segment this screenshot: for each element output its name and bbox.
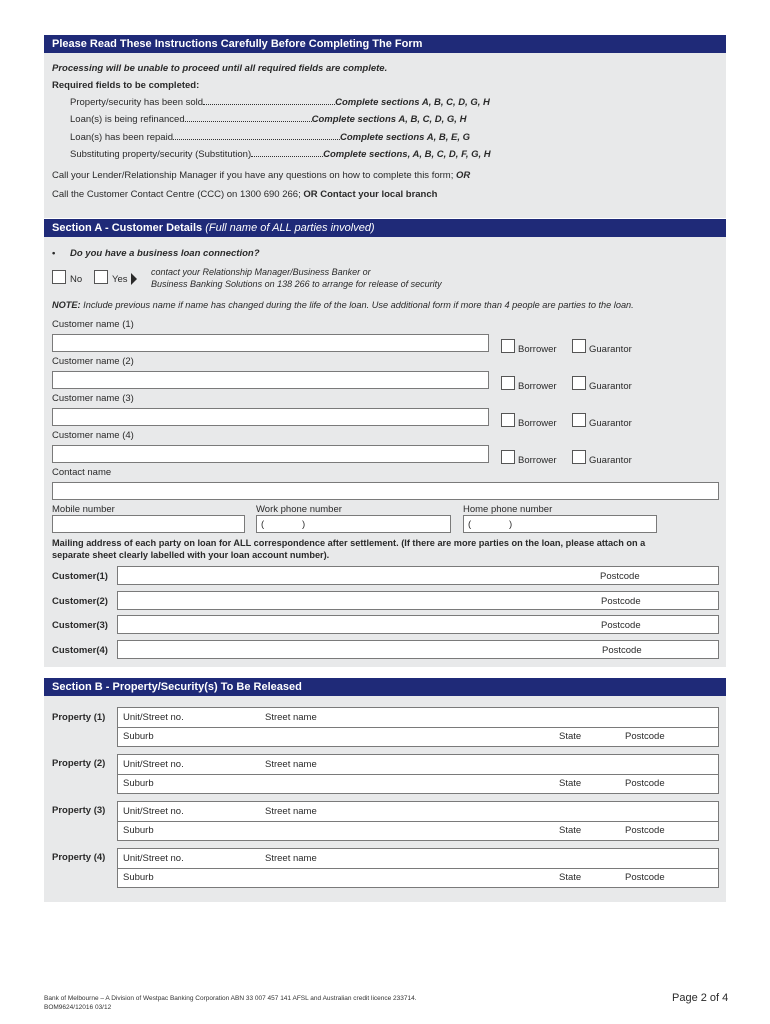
property-address-input[interactable]: [117, 848, 719, 888]
address-input[interactable]: [117, 615, 719, 634]
property-address-input[interactable]: [117, 801, 719, 841]
call-lender-line: Call your Lender/Relationship Manager if you have any questions on how to complete this form;: [52, 170, 454, 181]
call-ccc-line: Call the Customer Contact Centre (CCC) on 1300 690 266;: [52, 189, 301, 200]
postcode-label: Postcode: [625, 731, 665, 742]
mobile-input[interactable]: [52, 515, 245, 533]
customer-name-label: Customer name (4): [52, 430, 134, 441]
guarantor-checkbox[interactable]: [572, 339, 586, 353]
instruction-item: [70, 149, 491, 160]
paren-close: ): [509, 519, 513, 530]
section-a-title: Section A - Customer Details: [52, 222, 203, 234]
call-lender-or: OR: [455, 170, 471, 181]
instruction-item-label: Property/security has been sold: [70, 97, 204, 108]
paren-open: (: [468, 519, 472, 530]
customer-name-input[interactable]: [52, 334, 489, 352]
guarantor-label: Guarantor: [589, 455, 632, 466]
instruction-item-action: Complete sections A, B, C, D, G, H: [311, 114, 467, 125]
customer-name-label: Customer name (2): [52, 356, 134, 367]
street-label: Street name: [265, 853, 317, 864]
borrower-checkbox[interactable]: [501, 413, 515, 427]
postcode-label: Postcode: [601, 620, 641, 631]
address-customer-label: Customer(2): [52, 596, 108, 607]
footer-form-code: BOM9624/12016 03/12: [44, 1004, 112, 1011]
instruction-item: [70, 97, 490, 108]
postcode-label: Postcode: [601, 596, 641, 607]
note-label: NOTE:: [52, 300, 81, 310]
yes-checkbox[interactable]: [94, 270, 108, 284]
postcode-label: Postcode: [600, 571, 640, 582]
property-label: Property (4): [52, 852, 106, 863]
home-phone-input[interactable]: [463, 515, 657, 533]
instruction-item-action: Complete sections, A, B, C, D, F, G, H: [323, 149, 491, 160]
instruction-item-action: Complete sections A, B, C, D, G, H: [335, 97, 490, 108]
state-label: State: [559, 825, 582, 836]
postcode-label: Postcode: [602, 645, 642, 656]
paren-close: ): [302, 519, 306, 530]
mailing-text-2: separate sheet clearly labelled with your loan account number).: [52, 550, 330, 560]
required-fields-label: Required fields to be completed:: [52, 80, 200, 91]
suburb-label: Suburb: [123, 872, 154, 883]
call-lender-text: [52, 170, 470, 181]
property-address-input[interactable]: [117, 707, 719, 747]
page-number: Page 2 of 4: [672, 992, 729, 1004]
contact-name-label: Contact name: [52, 467, 112, 478]
no-label: No: [70, 274, 83, 285]
instruction-item-label: Substituting property/security (Substitution): [70, 149, 252, 160]
property-label: Property (3): [52, 805, 106, 816]
instruction-item-label: Loan(s) has been repaid: [70, 132, 173, 143]
guarantor-checkbox[interactable]: [572, 413, 586, 427]
postcode-label: Postcode: [625, 825, 665, 836]
instructions-header: [44, 35, 726, 53]
address-customer-label: Customer(4): [52, 645, 108, 656]
instruction-item-action: Complete sections A, B, E, G: [340, 132, 471, 143]
business-loan-question: Do you have a business loan connection?: [70, 248, 260, 259]
call-ccc-text: [52, 189, 437, 200]
state-label: State: [559, 778, 582, 789]
suburb-label: Suburb: [123, 825, 154, 836]
state-label: State: [559, 731, 582, 742]
section-a-title-italic: (Full name of ALL parties involved): [205, 222, 375, 234]
section-a-header: [44, 219, 726, 237]
work-phone-input[interactable]: [256, 515, 451, 533]
guarantor-label: Guarantor: [589, 381, 632, 392]
section-b-title: Section B - Property/Security(s) To Be Released: [52, 681, 302, 693]
address-customer-label: Customer(1): [52, 571, 108, 582]
processing-note: Processing will be unable to proceed until all required fields are complete.: [52, 63, 388, 74]
street-label: Street name: [265, 712, 317, 723]
arrow-right-icon: [131, 273, 137, 285]
customer-name-input[interactable]: [52, 408, 489, 426]
unit-label: Unit/Street no.: [123, 853, 184, 864]
customer-name-label: Customer name (3): [52, 393, 134, 404]
contact-line-1: contact your Relationship Manager/Business Banker or: [151, 267, 371, 277]
address-input[interactable]: [117, 566, 719, 585]
borrower-label: Borrower: [518, 455, 557, 466]
postcode-label: Postcode: [625, 778, 665, 789]
unit-label: Unit/Street no.: [123, 759, 184, 770]
borrower-checkbox[interactable]: [501, 339, 515, 353]
property-label: Property (1): [52, 712, 106, 723]
address-input[interactable]: [117, 640, 719, 659]
call-ccc-or: OR Contact your local branch: [303, 189, 438, 200]
guarantor-label: Guarantor: [589, 418, 632, 429]
borrower-checkbox[interactable]: [501, 376, 515, 390]
paren-open: (: [261, 519, 265, 530]
section-b-header: [44, 678, 726, 696]
guarantor-checkbox[interactable]: [572, 376, 586, 390]
state-label: State: [559, 872, 582, 883]
borrower-label: Borrower: [518, 418, 557, 429]
instruction-item-label: Loan(s) is being refinanced: [70, 114, 185, 125]
guarantor-checkbox[interactable]: [572, 450, 586, 464]
mailing-text: Mailing address of each party on loan for ALL correspondence after settlement. (If there are more parties on the loan, please attach on a: [52, 538, 646, 548]
customer-name-label: Customer name (1): [52, 319, 134, 330]
no-checkbox[interactable]: [52, 270, 66, 284]
instruction-item: [70, 132, 470, 143]
bullet: •: [52, 248, 56, 259]
footer-legal: Bank of Melbourne – A Division of Westpac Banking Corporation ABN 33 007 457 141 AFSL and Australian credit licence 233714.: [44, 995, 417, 1002]
work-phone-label: Work phone number: [256, 504, 342, 515]
address-customer-label: Customer(3): [52, 620, 108, 631]
address-input[interactable]: [117, 591, 719, 610]
contact-line-2: Business Banking Solutions on 138 266 to arrange for release of security: [151, 279, 442, 289]
borrower-label: Borrower: [518, 381, 557, 392]
instruction-item: [70, 114, 466, 125]
street-label: Street name: [265, 759, 317, 770]
home-phone-label: Home phone number: [463, 504, 553, 515]
borrower-checkbox[interactable]: [501, 450, 515, 464]
unit-label: Unit/Street no.: [123, 806, 184, 817]
guarantor-label: Guarantor: [589, 344, 632, 355]
instructions-header-text: Please Read These Instructions Carefully Before Completing The Form: [52, 38, 423, 50]
property-address-input[interactable]: [117, 754, 719, 794]
borrower-label: Borrower: [518, 344, 557, 355]
suburb-label: Suburb: [123, 731, 154, 742]
contact-name-input[interactable]: [52, 482, 719, 500]
customer-name-input[interactable]: [52, 445, 489, 463]
street-label: Street name: [265, 806, 317, 817]
mobile-label: Mobile number: [52, 504, 115, 515]
yes-label: Yes: [112, 274, 128, 285]
note-text: [52, 300, 634, 310]
customer-name-input[interactable]: [52, 371, 489, 389]
property-label: Property (2): [52, 758, 106, 769]
note-body: Include previous name if name has changed during the life of the loan. Use additional form if more than 4 people are parties to the loan.: [83, 300, 634, 310]
unit-label: Unit/Street no.: [123, 712, 184, 723]
suburb-label: Suburb: [123, 778, 154, 789]
postcode-label: Postcode: [625, 872, 665, 883]
